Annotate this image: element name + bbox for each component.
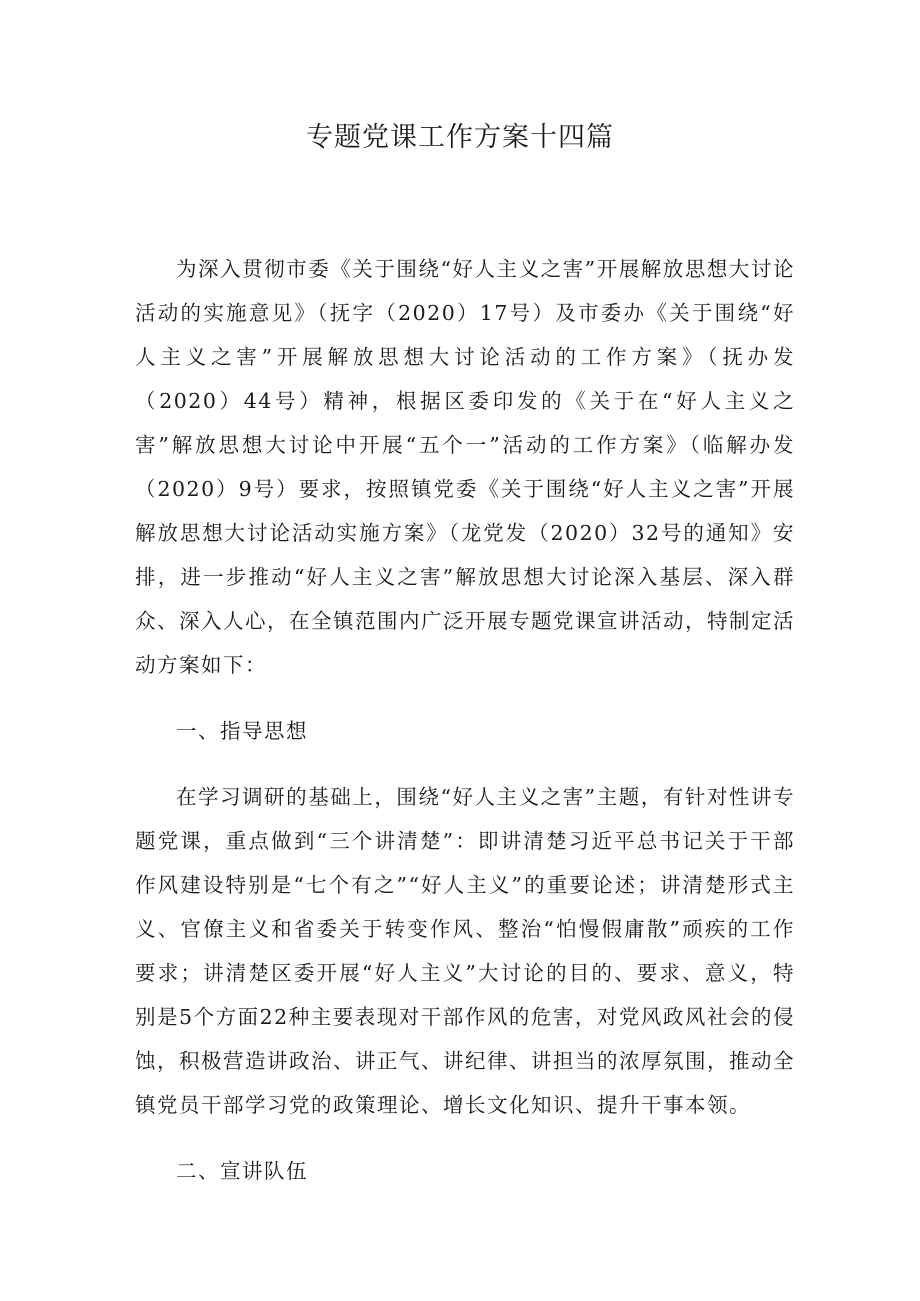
document-body bbox=[135, 247, 795, 1193]
intro-paragraph: 为深入贯彻市委《关于围绕“好人主义之害”开展解放思想大讨论活动的实施意见》（抚字（2020）17号）及市委办《关于围绕“好人主义之害”开展解放思想大讨论活动的工作方案》（抚办发（2020）44号）精神，根据区委印发的《关于在“好人主义之害”解放思想大讨论中开展“五个一”活动的工作方案》（临解办发（2020）9号）要求，按照镇党委《关于围绕“好人主义之害”开展解放思想大讨论活动实施方案》（龙党发（2020）32号的通知》安排，进一步推动“好人主义之害”解放思想大讨论深入基层、深入群众、深入人心，在全镇范围内广泛开展专题党课宣讲活动，特制定活动方案如下： bbox=[135, 257, 795, 677]
document-title: 专题党课工作方案十四篇 bbox=[306, 122, 614, 153]
section-heading-lecture-team: 二、宣讲队伍 bbox=[176, 1159, 308, 1183]
section-heading-guiding-ideology: 一、指导思想 bbox=[176, 719, 308, 743]
guiding-ideology-paragraph: 在学习调研的基础上，围绕“好人主义之害”主题，有针对性讲专题党课，重点做到“三个讲清楚”：即讲清楚习近平总书记关于干部作风建设特别是“七个有之”“好人主义”的重要论述；讲清楚形式主义、官僚主义和省委关于转变作风、整治“怕慢假庸散”顽疾的工作要求；讲清楚区委开展“好人主义”大讨论的目的、要求、意义，特别是5个方面22种主要表现对干部作风的危害，对党风政风社会的侵蚀，积极营造讲政治、讲正气、讲纪律、讲担当的浓厚氛围，推动全镇党员干部学习党的政策理论、增长文化知识、提升干事本领。 bbox=[135, 785, 795, 1117]
